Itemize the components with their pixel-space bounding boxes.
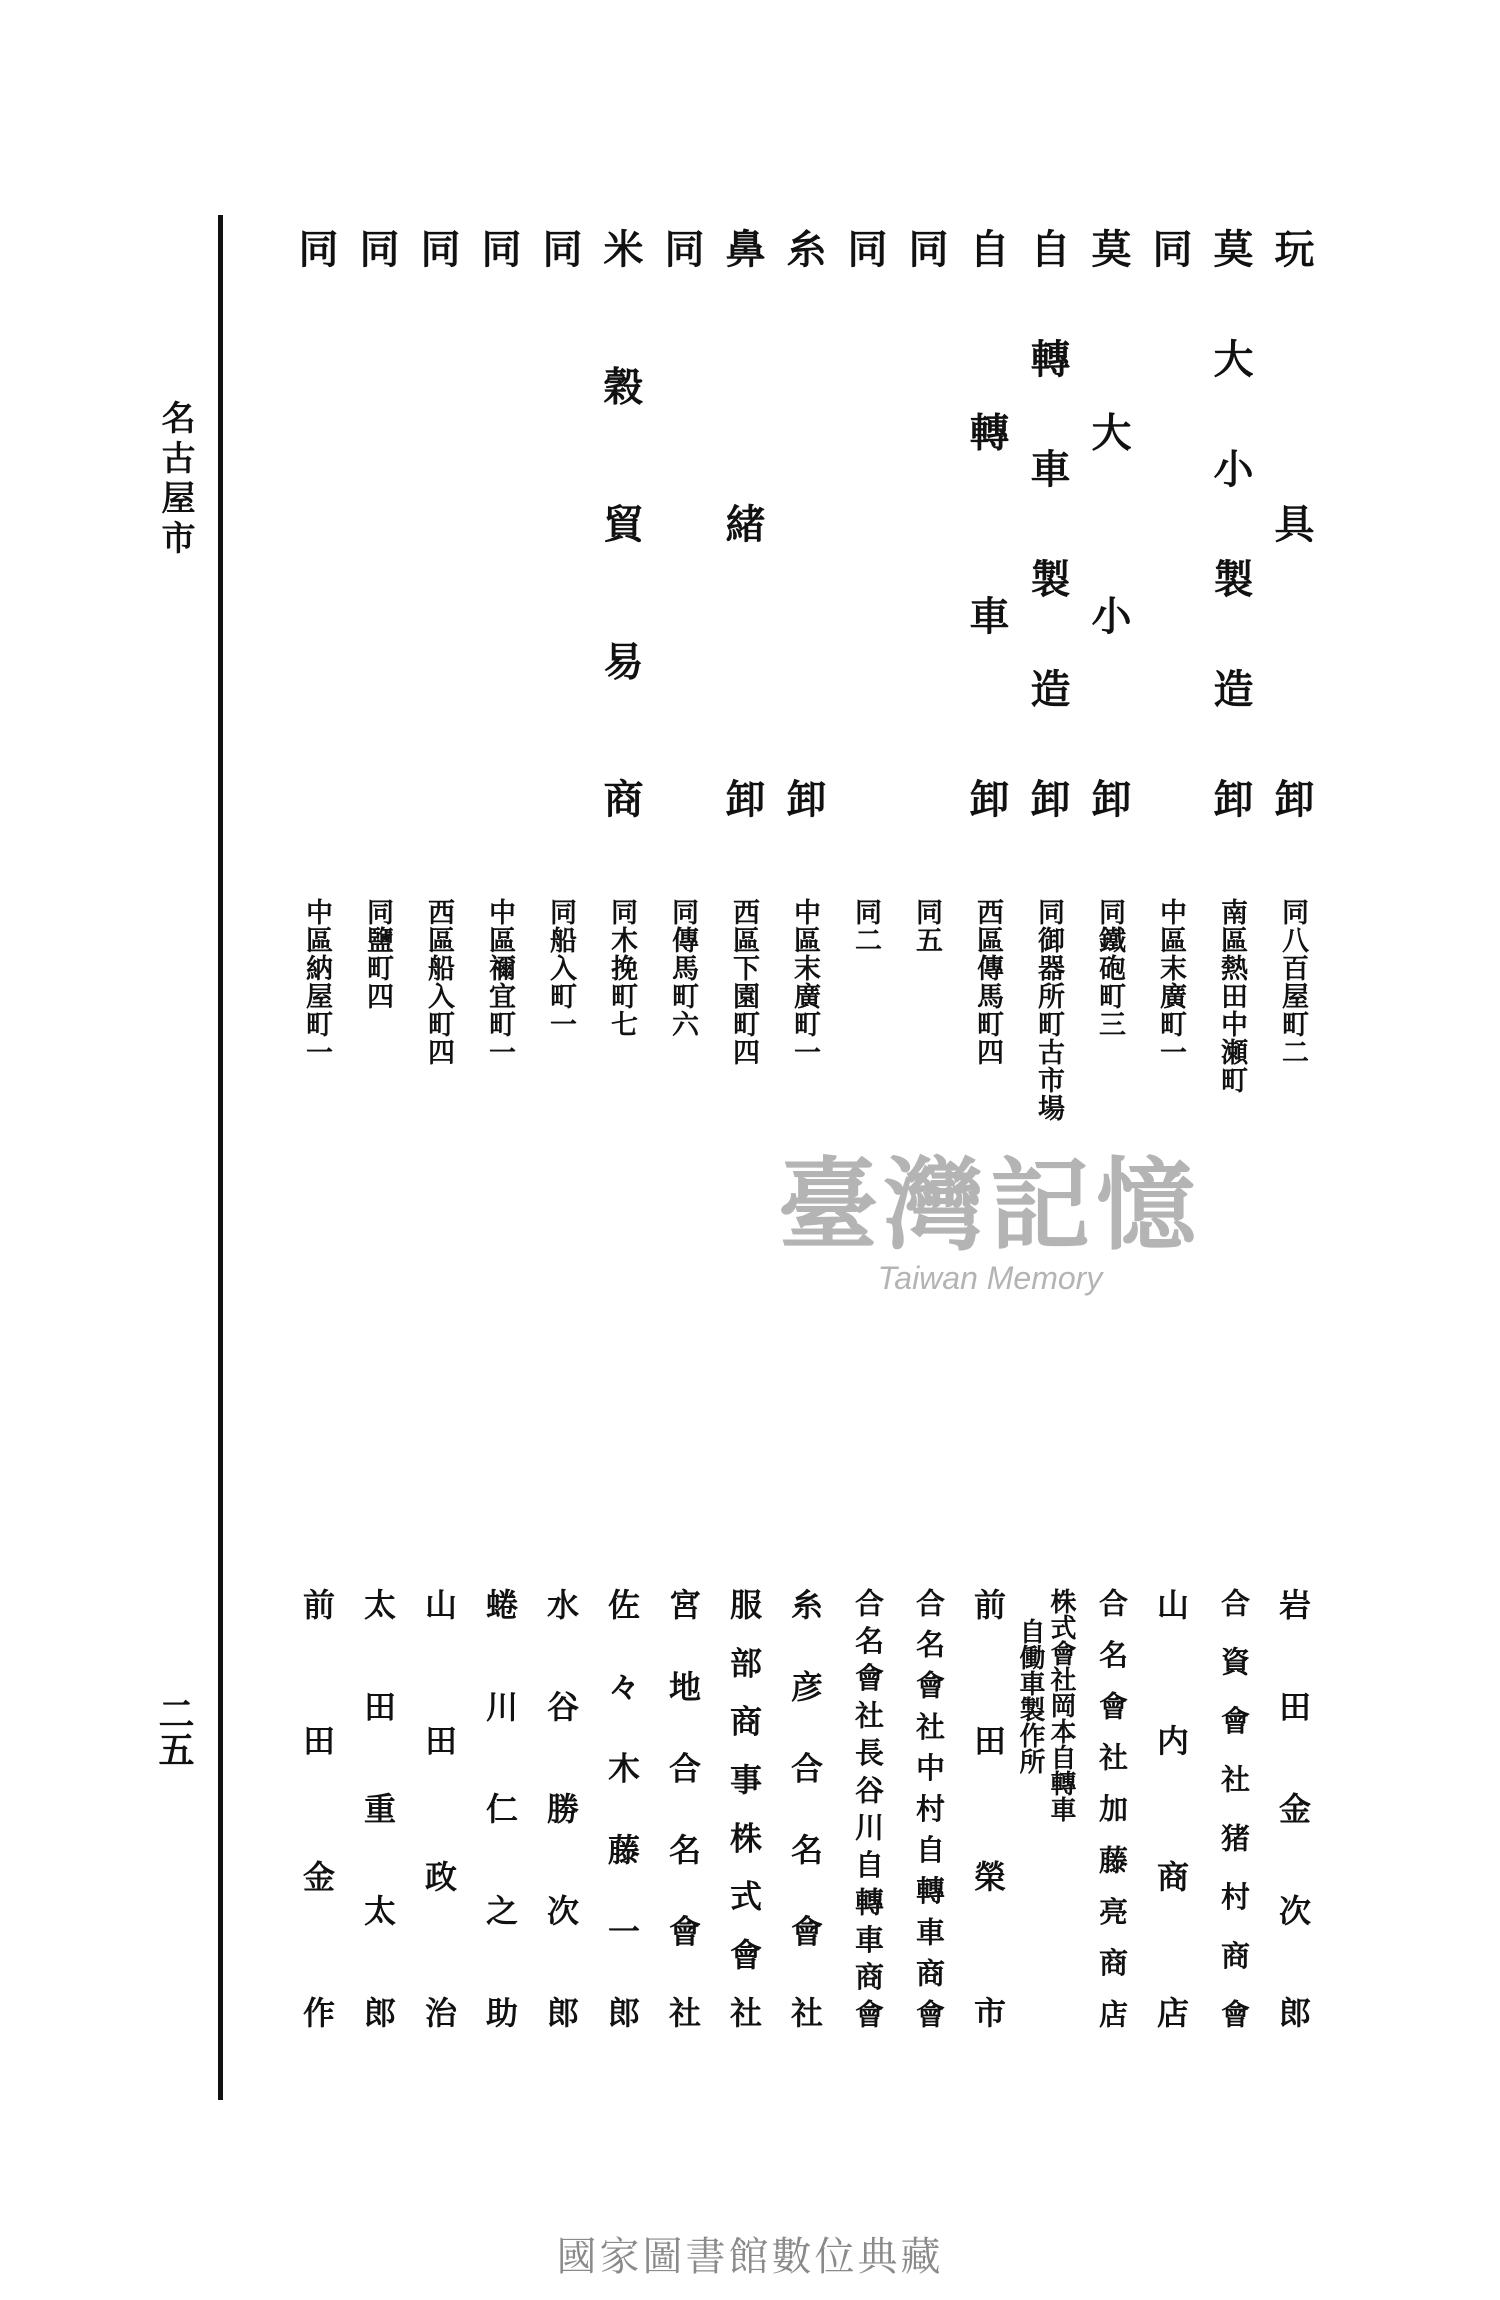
directory-entry <box>896 228 960 2058</box>
entry-category: 同 <box>1146 228 1193 268</box>
entry-address: 同木挽町七 <box>606 898 637 1038</box>
entry-name: 山田政治 <box>420 1588 458 2028</box>
directory-entry <box>774 228 838 2058</box>
entry-category: 玩具卸 <box>1268 228 1315 818</box>
directory-entry <box>347 228 411 2058</box>
directory-entry <box>835 228 899 2058</box>
entry-category: 莫大小製造卸 <box>1207 228 1254 818</box>
entry-address: 中區末廣町一 <box>789 898 820 1066</box>
entry-address: 中區納屋町一 <box>301 898 332 1066</box>
watermark-chinese: 臺灣記憶 <box>778 1146 1202 1264</box>
entry-name-part: 株式會社岡本自轉車 <box>1046 1588 1076 1822</box>
directory-entry <box>713 228 777 2058</box>
directory-entry <box>1079 228 1143 2058</box>
entry-name: 前田榮市 <box>969 1588 1007 2028</box>
entry-address: 同傳馬町六 <box>667 898 698 1038</box>
entry-category: 糸卸 <box>780 228 827 818</box>
entry-category: 鼻緒卸 <box>719 228 766 818</box>
directory-entry <box>1262 228 1326 2058</box>
entry-name: 合名會社加藤亮商店 <box>1095 1588 1129 2028</box>
entry-name <box>1015 1588 1080 2028</box>
directory-entry <box>408 228 472 2058</box>
entry-category: 同 <box>353 228 400 268</box>
directory-entry <box>530 228 594 2058</box>
entry-name: 合名會社長谷川自轉車商會 <box>851 1588 885 2028</box>
entry-category: 米穀貿易商 <box>597 228 644 818</box>
entry-address: 同二 <box>850 898 881 954</box>
entry-address: 同鹽町四 <box>362 898 393 1010</box>
entry-address: 同五 <box>911 898 942 954</box>
running-head: 名古屋市 <box>155 400 195 560</box>
entry-address: 中區禰宜町一 <box>484 898 515 1066</box>
directory-entry <box>286 228 350 2058</box>
entry-category: 同 <box>902 228 949 268</box>
entry-address: 同御器所町古市場 <box>1033 898 1064 1122</box>
footer-archive-credit: 國家圖書館數位典藏 <box>556 2234 944 2280</box>
entry-name: 前田金作 <box>298 1588 336 2028</box>
entry-name: 水谷勝次郎 <box>542 1588 580 2028</box>
entry-category: 自轉車卸 <box>963 228 1010 818</box>
entry-category: 同 <box>414 228 461 268</box>
entry-address: 中區末廣町一 <box>1155 898 1186 1066</box>
entry-name: 服部商事株式會社 <box>725 1588 763 2028</box>
entry-name: 糸彦合名會社 <box>786 1588 824 2028</box>
directory-entry <box>1015 228 1082 2058</box>
entry-category: 同 <box>536 228 583 268</box>
entry-name: 合名會社中村自轉車商會 <box>912 1588 946 2028</box>
entry-category: 莫大小卸 <box>1085 228 1132 818</box>
entry-category: 同 <box>841 228 888 268</box>
entry-category: 同 <box>658 228 705 268</box>
entry-address: 西區船入町四 <box>423 898 454 1066</box>
watermark-english: Taiwan Memory <box>877 1260 1103 1296</box>
entry-address: 同鐵砲町三 <box>1094 898 1125 1038</box>
margin-rule <box>218 215 223 2100</box>
directory-entry <box>1140 228 1204 2058</box>
directory-entry <box>469 228 533 2058</box>
directory-entry <box>652 228 716 2058</box>
entry-name: 合資會社猪村商會 <box>1217 1588 1251 2028</box>
entry-category: 同 <box>475 228 522 268</box>
directory-entry <box>1201 228 1265 2058</box>
entry-name: 太田重太郎 <box>359 1588 397 2028</box>
entry-address: 同八百屋町二 <box>1277 898 1308 1066</box>
entry-category: 自轉車製造卸 <box>1024 228 1071 818</box>
watermark-logo <box>745 1146 1235 1300</box>
page-number: 二五 <box>153 1695 195 1767</box>
entry-name: 蜷川仁之助 <box>481 1588 519 2028</box>
entry-address: 南區熱田中瀬町 <box>1216 898 1247 1094</box>
entry-address: 同船入町一 <box>545 898 576 1038</box>
entry-name: 山内商店 <box>1152 1588 1190 2028</box>
directory-entry <box>591 228 655 2058</box>
entry-name: 岩田金次郎 <box>1274 1588 1312 2028</box>
entry-category: 同 <box>292 228 339 268</box>
entry-name: 佐々木藤一郎 <box>603 1588 641 2028</box>
entry-name-part: 自働車製作所 <box>1015 1618 1045 1774</box>
entry-name: 宮地合名會社 <box>664 1588 702 2028</box>
entry-address: 西區下園町四 <box>728 898 759 1066</box>
entry-address: 西區傳馬町四 <box>972 898 1003 1066</box>
directory-entry <box>957 228 1021 2058</box>
